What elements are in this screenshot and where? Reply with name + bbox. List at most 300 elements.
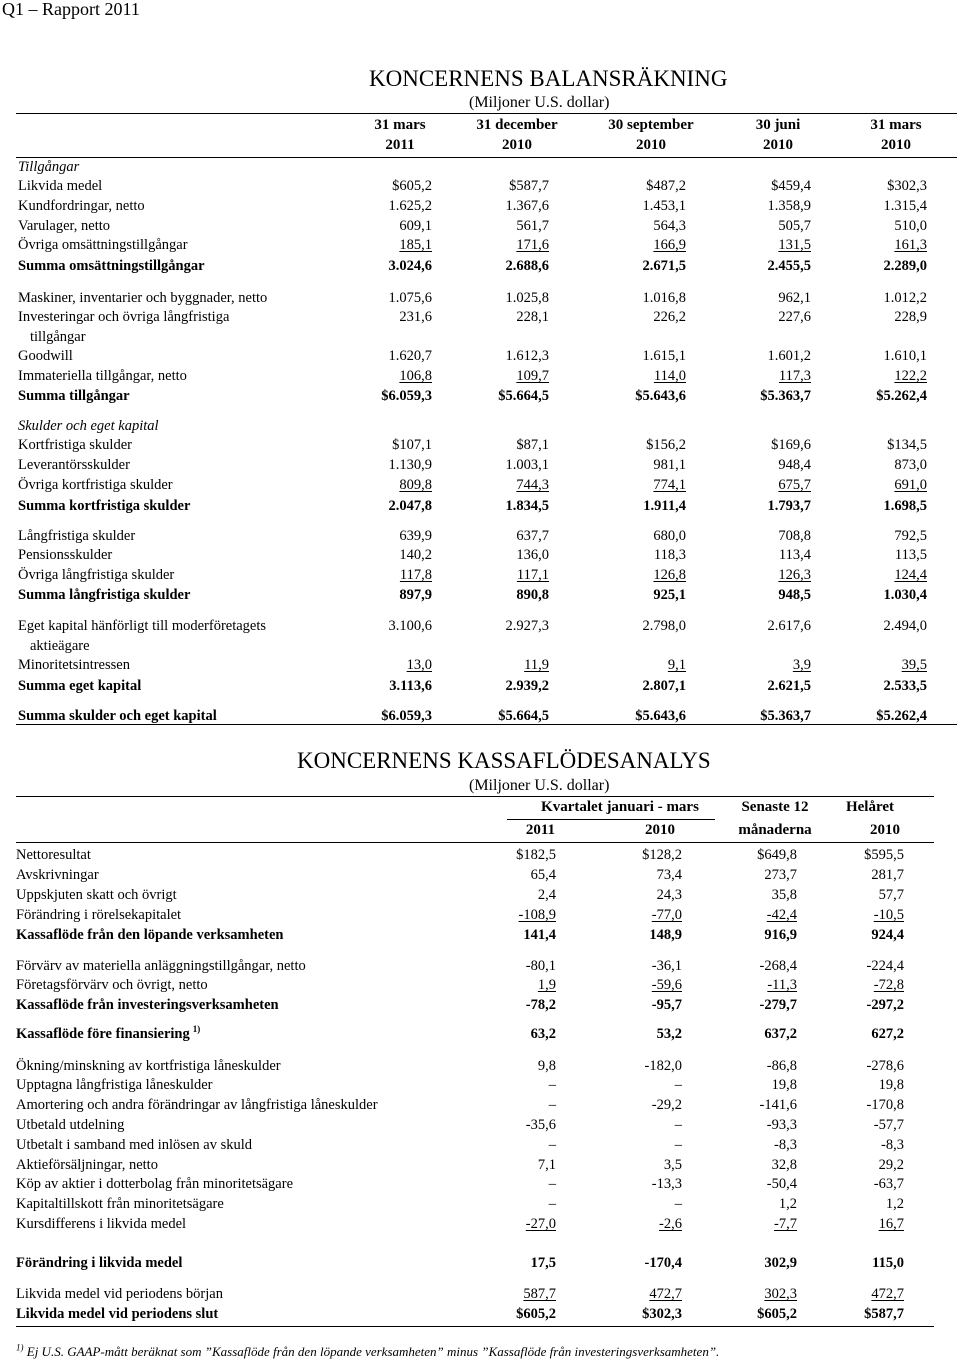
- balance-cell-value: 609,1: [399, 218, 432, 234]
- cashflow-row: [16, 1075, 960, 1095]
- balance-col-header-line2: 2011: [385, 137, 415, 153]
- balance-cell-value: 131,5: [778, 237, 811, 253]
- cashflow-cell: [562, 1056, 682, 1076]
- cashflow-cell: [674, 1194, 797, 1214]
- cashflow-cell-value: -8,3: [881, 1137, 904, 1153]
- cashflow-cell: [436, 1174, 556, 1194]
- cashflow-cell-value: 24,3: [656, 887, 682, 903]
- balance-row-label: Varulager, netto: [18, 218, 111, 234]
- balance-cell-value: 122,2: [894, 368, 927, 384]
- cashflow-cell: [677, 1214, 797, 1234]
- cashflow-cell: [562, 925, 682, 945]
- balance-cell: [429, 235, 549, 255]
- balance-cell-value: 126,3: [778, 567, 811, 583]
- balance-cell-value: 3.024,6: [388, 258, 432, 274]
- balance-cell: [691, 706, 811, 726]
- balance-cell: [312, 256, 432, 276]
- cashflow-cell: [562, 1075, 682, 1095]
- balance-row-label: Eget kapital hänförligt till moderföretagets: [18, 618, 267, 634]
- cashflow-cell: [436, 1075, 556, 1095]
- balance-cell-value: 680,0: [653, 528, 686, 544]
- balance-cell-value: 639,9: [399, 528, 432, 544]
- balance-row-label: Långfristiga skulder: [18, 528, 136, 544]
- cashflow-cell-value: 2,4: [537, 887, 556, 903]
- balance-cell-value: 564,3: [653, 218, 686, 234]
- balance-cell-value: 1.601,2: [767, 348, 811, 364]
- balance-row: [18, 475, 960, 495]
- cashflow-cell: [677, 956, 797, 976]
- cashflow-cell-value: 587,7: [523, 1286, 556, 1302]
- balance-cell: [429, 435, 549, 455]
- balance-cell-value: $605,2: [392, 178, 432, 194]
- balance-cell: [312, 655, 432, 675]
- cashflow-cell: [562, 956, 682, 976]
- cashflow-cell: [436, 925, 556, 945]
- balance-cell-value: 3.100,6: [388, 618, 432, 634]
- cashflow-row: [16, 1214, 960, 1234]
- cashflow-cell-value: 16,7: [878, 1216, 904, 1232]
- cashflow-cell: [562, 1194, 682, 1214]
- cashflow-cell: [784, 1155, 904, 1175]
- cashflow-row: [16, 1135, 960, 1155]
- cashflow-cell: [436, 1284, 556, 1304]
- balance-cell-value: 228,9: [894, 309, 927, 325]
- balance-row: [18, 545, 960, 565]
- cashflow-cell: [784, 1174, 904, 1194]
- balance-cell: [691, 346, 811, 366]
- cashflow-cell: [674, 1115, 797, 1135]
- cashflow-col-last12-line2: månaderna: [738, 822, 812, 838]
- cashflow-cell-value: 302,9: [764, 1255, 797, 1271]
- balance-cell-value: 2.621,5: [767, 678, 811, 694]
- cashflow-cell-value: -182,0: [644, 1058, 682, 1074]
- cashflow-cell-value: -63,7: [873, 1176, 904, 1192]
- balance-cell-value: 1.358,9: [767, 198, 811, 214]
- cashflow-cell-value: -279,7: [759, 997, 797, 1013]
- balance-row: [18, 455, 960, 475]
- cashflow-cell-value: 627,2: [871, 1026, 904, 1042]
- balance-cell: [691, 216, 811, 236]
- balance-cell-value: 873,0: [894, 457, 927, 473]
- cashflow-row: [16, 1115, 960, 1135]
- balance-cell: [312, 676, 432, 696]
- cashflow-row: [16, 956, 960, 976]
- balance-cell-value: 2.455,5: [767, 258, 811, 274]
- balance-bottom-rule: [16, 724, 957, 725]
- balance-cell: [429, 545, 549, 565]
- balance-cell: [691, 366, 811, 386]
- cashflow-cell: [677, 1174, 797, 1194]
- cashflow-group-header: Kvartalet januari - mars: [541, 799, 699, 815]
- balance-cell-value: 792,5: [894, 528, 927, 544]
- balance-cell-value: 3,9: [792, 657, 811, 673]
- balance-cell-value: 1.698,5: [883, 498, 927, 514]
- cashflow-cell: [436, 1115, 556, 1135]
- balance-cell-value: $5.643,6: [635, 388, 686, 404]
- cashflow-col-year-2010: 2010: [645, 822, 675, 838]
- balance-row-label: Likvida medel: [18, 178, 103, 194]
- cashflow-cell: [562, 1024, 682, 1044]
- balance-cell-value: 227,6: [778, 309, 811, 325]
- balance-row-label: Skulder och eget kapital: [18, 418, 159, 434]
- balance-col-header-line1: 31 mars: [374, 117, 426, 133]
- balance-cell-value: 9,1: [667, 657, 686, 673]
- balance-total-row: [18, 585, 960, 605]
- cashflow-cell-value: $182,5: [516, 847, 556, 863]
- cashflow-cell-value: -95,7: [651, 997, 682, 1013]
- balance-cell-value: 948,4: [778, 457, 811, 473]
- balance-cell-value: 897,9: [399, 587, 432, 603]
- balance-cell: [312, 366, 432, 386]
- cashflow-cell: [784, 956, 904, 976]
- balance-row-label: Pensionsskulder: [18, 547, 113, 563]
- cashflow-cell: [784, 925, 904, 945]
- cashflow-cell: [436, 905, 556, 925]
- cashflow-cell-value: -278,6: [866, 1058, 904, 1074]
- cashflow-cell: [436, 1155, 556, 1175]
- balance-cell: [566, 176, 686, 196]
- balance-cell: [312, 616, 432, 636]
- cashflow-cell: [784, 1115, 904, 1135]
- cashflow-cell: [784, 1304, 904, 1324]
- balance-cell: [566, 526, 686, 546]
- cashflow-row-label: Ökning/minskning av kortfristiga låneskulder: [16, 1058, 281, 1074]
- balance-cell-value: $5.363,7: [760, 708, 811, 724]
- balance-cell: [691, 235, 811, 255]
- balance-row: [18, 157, 960, 177]
- cashflow-cell: [436, 956, 556, 976]
- balance-cell: [691, 565, 811, 585]
- balance-row-label-cont: tillgångar: [30, 329, 86, 345]
- cashflow-cell-value: -86,8: [766, 1058, 797, 1074]
- cashflow-cell-value: -42,4: [766, 907, 797, 923]
- cashflow-cell-value: 35,8: [771, 887, 797, 903]
- balance-cell-value: 228,1: [516, 309, 549, 325]
- cashflow-row-label: Kursdifferens i likvida medel: [16, 1216, 187, 1232]
- balance-cell: [566, 475, 686, 495]
- balance-cell: [691, 475, 811, 495]
- cashflow-total-row: [16, 925, 960, 945]
- cashflow-cell-value: –: [674, 1196, 682, 1212]
- cashflow-col-year-line1: Helåret: [845, 799, 895, 815]
- balance-cell-value: 1.612,3: [505, 348, 549, 364]
- balance-cell-value: 117,3: [778, 368, 811, 384]
- cashflow-cell-value: -8,3: [774, 1137, 797, 1153]
- balance-cell: [807, 386, 927, 406]
- balance-cell: [807, 616, 927, 636]
- balance-col-header-line1: 30 juni: [755, 117, 801, 133]
- balance-subtitle: (Miljoner U.S. dollar): [469, 94, 610, 111]
- cashflow-row-label: Likvida medel vid periodens slut: [16, 1306, 219, 1322]
- cashflow-cell: [436, 885, 556, 905]
- cashflow-cell-value: -59,6: [651, 977, 682, 993]
- balance-cell: [429, 676, 549, 696]
- balance-cell-value: 2.939,2: [505, 678, 549, 694]
- balance-row-label: Övriga omsättningstillgångar: [18, 237, 188, 253]
- cashflow-cell-value: -27,0: [525, 1216, 556, 1232]
- cashflow-row: [16, 885, 960, 905]
- cashflow-cell-value: -80,1: [525, 958, 556, 974]
- balance-cell-value: 161,3: [894, 237, 927, 253]
- cashflow-cell-value: -78,2: [525, 997, 556, 1013]
- balance-cell-value: 226,2: [653, 309, 686, 325]
- cashflow-cell: [436, 1095, 556, 1115]
- cashflow-row-label: Amortering och andra förändringar av långfristiga låneskulder: [16, 1097, 378, 1113]
- balance-cell: [429, 565, 549, 585]
- balance-row: [18, 307, 960, 345]
- balance-cell-value: 691,0: [894, 477, 927, 493]
- cashflow-cell-value: 1,9: [537, 977, 556, 993]
- balance-cell: [807, 585, 927, 605]
- balance-cell-value: 117,1: [516, 567, 549, 583]
- balance-row: [18, 288, 960, 308]
- balance-cell-value: 2.617,6: [767, 618, 811, 634]
- balance-top-rule: [16, 113, 957, 114]
- cashflow-cell: [677, 885, 797, 905]
- cashflow-row: [16, 1095, 960, 1115]
- balance-row-label: Övriga kortfristiga skulder: [18, 477, 173, 493]
- cashflow-cell-value: 53,2: [656, 1026, 682, 1042]
- balance-cell: [807, 307, 927, 327]
- balance-row: [18, 616, 960, 654]
- balance-cell-value: 1.625,2: [388, 198, 432, 214]
- balance-cell: [429, 585, 549, 605]
- cashflow-cell-value: 472,7: [649, 1286, 682, 1302]
- balance-cell: [807, 475, 927, 495]
- cashflow-cell: [436, 1304, 556, 1324]
- cashflow-group-rule: [507, 819, 715, 820]
- balance-cell: [312, 706, 432, 726]
- balance-row: [18, 655, 960, 675]
- cashflow-cell-value: 3,5: [663, 1157, 682, 1173]
- cashflow-cell-value: -13,3: [651, 1176, 682, 1192]
- balance-cell-value: 171,6: [516, 237, 549, 253]
- balance-cell: [807, 216, 927, 236]
- balance-title: KONCERNENS BALANSRÄKNING: [369, 66, 728, 91]
- cashflow-cell: [562, 905, 682, 925]
- cashflow-row-label: Nettoresultat: [16, 847, 91, 863]
- cashflow-cell-value: -141,6: [759, 1097, 797, 1113]
- balance-cell-value: 925,1: [653, 587, 686, 603]
- balance-row-label: Tillgångar: [18, 159, 80, 175]
- balance-cell: [691, 196, 811, 216]
- balance-cell-value: 1.610,1: [883, 348, 927, 364]
- cashflow-cell-value: -50,4: [766, 1176, 797, 1192]
- balance-cell: [807, 366, 927, 386]
- cashflow-row-label: Förvärv av materiella anläggningstillgångar, netto: [16, 958, 306, 974]
- cashflow-cell-value: –: [548, 1077, 556, 1093]
- cashflow-cell-value: 63,2: [530, 1026, 556, 1042]
- balance-cell-value: 774,1: [653, 477, 686, 493]
- balance-cell: [312, 307, 432, 327]
- cashflow-row-label: Kapitaltillskott från minoritetsägare: [16, 1196, 224, 1212]
- balance-cell-value: 185,1: [399, 237, 432, 253]
- cashflow-cell: [677, 1024, 797, 1044]
- cashflow-cell-value: 472,7: [871, 1286, 904, 1302]
- balance-cell-value: 561,7: [516, 218, 549, 234]
- balance-cell-value: 2.494,0: [883, 618, 927, 634]
- cashflow-cell: [677, 1095, 797, 1115]
- balance-cell: [566, 288, 686, 308]
- cashflow-cell: [784, 1253, 904, 1273]
- balance-cell-value: 124,4: [894, 567, 927, 583]
- balance-cell: [566, 216, 686, 236]
- cashflow-cell: [784, 885, 904, 905]
- balance-cell: [807, 526, 927, 546]
- balance-cell: [691, 256, 811, 276]
- balance-cell-value: $487,2: [646, 178, 686, 194]
- balance-cell-value: $587,7: [509, 178, 549, 194]
- cashflow-cell-value: $587,7: [864, 1306, 904, 1322]
- cashflow-cell-value: -108,9: [518, 907, 556, 923]
- balance-cell: [312, 455, 432, 475]
- cashflow-row: [16, 1155, 960, 1175]
- cashflow-row-footnote-ref: 1): [192, 1024, 201, 1035]
- balance-cell-value: 637,7: [516, 528, 549, 544]
- balance-cell-value: 1.793,7: [767, 498, 811, 514]
- balance-col-header-line1: 30 september: [608, 117, 694, 133]
- cashflow-cell-value: $605,2: [516, 1306, 556, 1322]
- balance-cell: [566, 435, 686, 455]
- balance-cell-value: 809,8: [399, 477, 432, 493]
- balance-cell-value: 109,7: [516, 368, 549, 384]
- cashflow-row-label: Förändring i rörelsekapitalet: [16, 907, 182, 923]
- balance-cell-value: 948,5: [778, 587, 811, 603]
- cashflow-cell-value: -57,7: [873, 1117, 904, 1133]
- cashflow-cell-value: 73,4: [656, 867, 682, 883]
- cashflow-cell-value: -268,4: [759, 958, 797, 974]
- cashflow-row-label: Kassaflöde från den löpande verksamheten: [16, 927, 284, 943]
- cashflow-cell-value: $605,2: [757, 1306, 797, 1322]
- cashflow-cell: [436, 865, 556, 885]
- cashflow-cell: [784, 1075, 904, 1095]
- cashflow-cell-value: 924,4: [871, 927, 904, 943]
- cashflow-row: [16, 975, 960, 995]
- cashflow-cell-value: $649,8: [757, 847, 797, 863]
- balance-cell-value: $5.262,4: [876, 708, 927, 724]
- cashflow-title: KONCERNENS KASSAFLÖDESANALYS: [297, 748, 711, 773]
- balance-cell: [429, 366, 549, 386]
- balance-cell-value: $5.643,6: [635, 708, 686, 724]
- balance-cell: [691, 288, 811, 308]
- cashflow-total-row: [16, 995, 960, 1015]
- cashflow-cell-value: 7,1: [537, 1157, 556, 1173]
- balance-cell: [691, 676, 811, 696]
- balance-cell-value: 118,3: [653, 547, 686, 563]
- balance-cell: [807, 455, 927, 475]
- balance-cell: [566, 386, 686, 406]
- cashflow-row: [16, 905, 960, 925]
- balance-cell-value: 1.030,4: [883, 587, 927, 603]
- balance-cell: [807, 256, 927, 276]
- balance-cell: [429, 216, 549, 236]
- cashflow-cell: [784, 905, 904, 925]
- balance-cell: [807, 196, 927, 216]
- balance-col-header-line2: 2010: [502, 137, 532, 153]
- cashflow-cell: [677, 1284, 797, 1304]
- cashflow-col-last12-line1: Senaste 12: [741, 799, 809, 815]
- cashflow-row-label: Aktieförsäljningar, netto: [16, 1157, 158, 1173]
- balance-cell: [566, 585, 686, 605]
- balance-cell: [312, 196, 432, 216]
- cashflow-cell: [674, 1135, 797, 1155]
- cashflow-cell-value: -170,8: [866, 1097, 904, 1113]
- cashflow-cell: [436, 845, 556, 865]
- cashflow-cell-value: -2,6: [659, 1216, 682, 1232]
- balance-cell-value: $5.664,5: [498, 388, 549, 404]
- cashflow-cell-value: -93,3: [766, 1117, 797, 1133]
- cashflow-cell: [562, 1304, 682, 1324]
- cashflow-cell: [677, 865, 797, 885]
- balance-cell: [691, 176, 811, 196]
- cashflow-top-rule: [16, 796, 934, 797]
- cashflow-row-label: Kassaflöde före finansiering: [16, 1026, 190, 1042]
- balance-cell-value: 962,1: [778, 290, 811, 306]
- cashflow-cell-value: 17,5: [530, 1255, 556, 1271]
- balance-cell: [429, 288, 549, 308]
- balance-cell-value: 708,8: [778, 528, 811, 544]
- balance-cell: [566, 235, 686, 255]
- balance-cell: [312, 526, 432, 546]
- balance-cell-value: 1.130,9: [388, 457, 432, 473]
- cashflow-row-label: Köp av aktier i dotterbolag från minoritetsägare: [16, 1176, 294, 1192]
- balance-cell: [566, 565, 686, 585]
- cashflow-cell-value: $595,5: [864, 847, 904, 863]
- balance-cell-value: 505,7: [778, 218, 811, 234]
- balance-cell: [429, 346, 549, 366]
- balance-cell: [807, 655, 927, 675]
- balance-cell: [691, 585, 811, 605]
- cashflow-cell: [562, 885, 682, 905]
- balance-row-label: Övriga långfristiga skulder: [18, 567, 175, 583]
- cashflow-row-label: Företagsförvärv och övrigt, netto: [16, 977, 208, 993]
- cashflow-cell: [677, 975, 797, 995]
- cashflow-cell: [677, 1056, 797, 1076]
- balance-row: [18, 346, 960, 366]
- balance-cell: [691, 655, 811, 675]
- balance-cell: [429, 455, 549, 475]
- cashflow-cell: [562, 1214, 682, 1234]
- cashflow-total-row: [16, 1304, 960, 1324]
- cashflow-cell: [562, 1155, 682, 1175]
- balance-cell: [312, 496, 432, 516]
- cashflow-cell: [562, 1253, 682, 1273]
- cashflow-cell: [436, 975, 556, 995]
- balance-cell: [566, 256, 686, 276]
- balance-cell-value: 981,1: [653, 457, 686, 473]
- balance-row: [18, 196, 960, 216]
- cashflow-cell-value: -7,7: [774, 1216, 797, 1232]
- cashflow-cell-value: 637,2: [764, 1026, 797, 1042]
- cashflow-subtitle: (Miljoner U.S. dollar): [469, 777, 610, 794]
- cashflow-cell-value: -11,3: [767, 977, 797, 993]
- balance-cell-value: $5.664,5: [498, 708, 549, 724]
- cashflow-row: [16, 1194, 960, 1214]
- balance-cell: [429, 706, 549, 726]
- cashflow-cell: [562, 995, 682, 1015]
- cashflow-cell-value: $302,3: [642, 1306, 682, 1322]
- footnote-text: Ej U.S. GAAP-mått beräknat som ”Kassaflöde från den löpande verksamheten” minus ”Kassaflöde från investeringsverksamheten”.: [23, 1344, 720, 1359]
- balance-cell: [429, 616, 549, 636]
- balance-cell: [807, 346, 927, 366]
- cashflow-cell: [562, 1095, 682, 1115]
- balance-row-label: Summa kortfristiga skulder: [18, 498, 191, 514]
- balance-cell: [691, 435, 811, 455]
- balance-row: [18, 565, 960, 585]
- balance-cell-value: $6.059,3: [381, 708, 432, 724]
- balance-cell: [691, 455, 811, 475]
- cashflow-cell-value: 65,4: [530, 867, 556, 883]
